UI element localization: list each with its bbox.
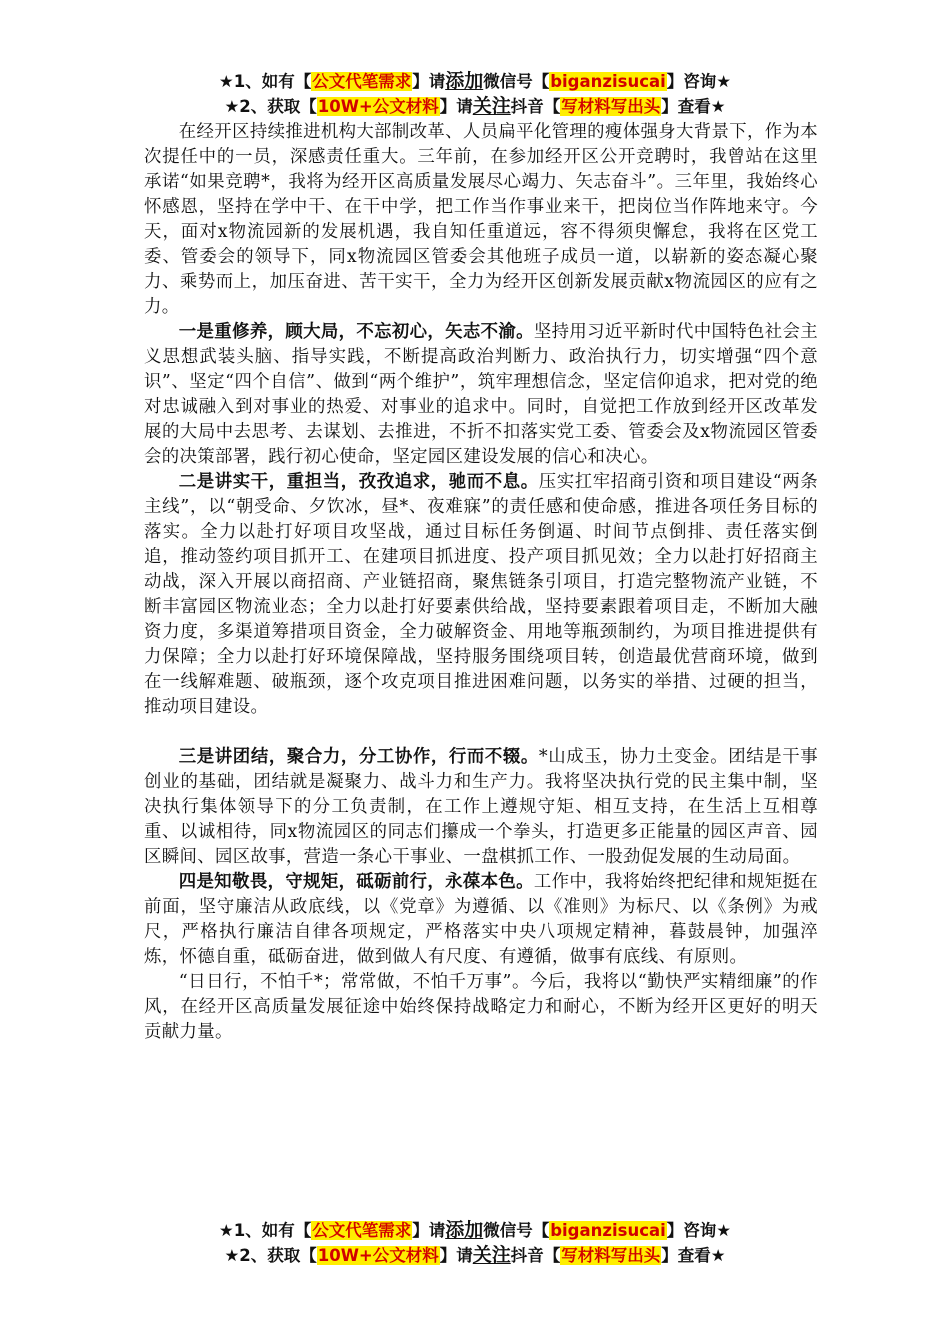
- point-two-paragraph: [144, 470, 818, 720]
- emphasis-follow: 关注: [472, 1244, 511, 1266]
- banner-text: ★2、获取【: [224, 97, 317, 116]
- point-one-text: 坚持用习近平新时代中国特色社会主义思想武装头脑、指导实践，不断提高政治判断力、政治执行力，切实增强“四个意识”、坚定“四个自信”、做到“两个维护”，筑牢理想信念，坚定信仰追求，把对党的绝对忠诚融入到对事业的热爱、对事业的追求中。同时，自觉把工作放到经开区改革发展的大局中去思考、去谋划、去推进，不折不扣落实党工委、管委会及x物流园区管委会的决策部署，践行初心使命，坚定园区建设发展的信心和决心。: [144, 322, 818, 467]
- point-four-paragraph: [144, 870, 818, 970]
- point-three-paragraph: [144, 745, 818, 870]
- point-three-text: *山成玉，协力土变金。团结是干事创业的基础，团结就是凝聚力、战斗力和生产力。我将坚决执行党的民主集中制，坚决执行集体领导下的分工负责制，在工作上遵规守矩、相互支持，在生活上互相尊重、以诚相待，同x物流园区的同志们攥成一个拳头，打造更多正能量的园区声音、园区瞬间、园区故事，营造一条心干事业、一盘棋抓工作、一股劲促发展的生动局面。: [144, 747, 818, 867]
- footer-banner: [0, 1218, 950, 1268]
- banner-text: 抖音【: [510, 1246, 561, 1265]
- speech-body: [144, 120, 818, 1045]
- banner-line-2: [0, 94, 950, 119]
- banner-text: 微信号【: [483, 72, 550, 91]
- point-three-heading: 三是讲团结，聚合力，分工协作，行而不辍。: [178, 747, 539, 767]
- highlight-wechat-id: biganzisucai: [550, 1221, 666, 1240]
- point-two-heading: 二是讲实干，重担当，孜孜追求，驰而不息。: [178, 472, 539, 492]
- point-two-text: 压实扛牢招商引资和项目建设“两条主线”，以“朝受命、夕饮冰，昼*、夜难寐”的责任感和使命感，推进各项任务目标的落实。全力以赴打好项目攻坚战，通过目标任务倒逼、时间节点倒排、责任落实倒追，推动签约项目抓开工、在建项目抓进度、投产项目抓见效；全力以赴打好招商主动战，深入开展以商招商、产业链招商，聚焦链条引项目，打造完整物流产业链，不断丰富园区物流业态；全力以赴打好要素供给战，坚持要素跟着项目走，不断加大融资力度，多渠道筹措项目资金，全力破解资金、用地等瓶颈制约，为项目推进提供有力保障；全力以赴打好环境保障战，坚持服务围绕项目转，创造最优营商环境，做到在一线解难题、破瓶颈，逐个攻克项目推进困难问题，以务实的举措、过硬的担当，推动项目建设。: [144, 472, 818, 717]
- point-four-heading: 四是知敬畏，守规矩，砥砺前行，永葆本色。: [178, 872, 534, 892]
- highlight-materials: 10W+公文材料: [317, 97, 439, 116]
- point-one-heading: 一是重修养，顾大局，不忘初心，矢志不渝。: [178, 322, 534, 342]
- banner-text: ★1、如有【: [218, 1221, 312, 1240]
- header-banner: [0, 69, 950, 119]
- banner-text: ★2、获取【: [224, 1246, 317, 1265]
- banner-text: 】咨询★: [666, 72, 732, 91]
- highlight-service: 公文代笔需求: [312, 1221, 412, 1240]
- banner-text: 】请: [412, 1221, 446, 1240]
- banner-line-2: [0, 1243, 950, 1268]
- emphasis-follow: 关注: [472, 95, 511, 117]
- highlight-wechat-id: biganzisucai: [550, 72, 666, 91]
- emphasis-add: 添加: [445, 1219, 484, 1241]
- banner-line-1: [0, 1218, 950, 1243]
- highlight-douyin-account: 写材料写出头: [561, 97, 661, 116]
- banner-text: ★1、如有【: [218, 72, 312, 91]
- banner-text: 】请: [412, 72, 446, 91]
- banner-text: 】查看★: [661, 1246, 726, 1265]
- banner-line-1: [0, 69, 950, 94]
- banner-text: 】请: [439, 1246, 473, 1265]
- banner-text: 微信号【: [483, 1221, 550, 1240]
- emphasis-add: 添加: [445, 70, 484, 92]
- highlight-douyin-account: 写材料写出头: [561, 1246, 661, 1265]
- banner-text: 抖音【: [510, 97, 561, 116]
- banner-text: 】咨询★: [666, 1221, 732, 1240]
- highlight-service: 公文代笔需求: [312, 72, 412, 91]
- intro-paragraph: 在经开区持续推进机构大部制改革、人员扁平化管理的瘦体强身大背景下，作为本次提任中的一员，深感责任重大。三年前，在参加经开区公开竞聘时，我曾站在这里承诺“如果竞聘*，我将为经开区高质量发展尽心竭力、矢志奋斗”。三年里，我始终心怀感恩，坚持在学中干、在干中学，把工作当作事业来干，把岗位当作阵地来守。今天，面对x物流园新的发展机遇，我自知任重道远，容不得须臾懈怠，我将在区党工委、管委会的领导下，同x物流园区管委会其他班子成员一道，以崭新的姿态凝心聚力、乘势而上，加压奋进、苦干实干，全力为经开区创新发展贡献x物流园区的应有之力。: [144, 122, 818, 317]
- banner-text: 】查看★: [661, 97, 726, 116]
- closing-paragraph: “日日行，不怕千*；常常做，不怕千万事”。今后，我将以“勤快严实精细廉”的作风，在经开区高质量发展征途中始终保持战略定力和耐心，不断为经开区更好的明天贡献力量。: [144, 972, 818, 1042]
- banner-text: 】请: [439, 97, 473, 116]
- point-one-paragraph: [144, 320, 818, 470]
- highlight-materials: 10W+公文材料: [317, 1246, 439, 1265]
- point-four-text: 工作中，我将始终把纪律和规矩挺在前面，坚守廉洁从政底线，以《党章》为遵循、以《准则》为标尺、以《条例》为戒尺，严格执行廉洁自律各项规定，严格落实中央八项规定精神，暮鼓晨钟，加强淬炼，怀德自重，砥砺奋进，做到做人有尺度、有遵循，做事有底线、有原则。: [144, 872, 818, 967]
